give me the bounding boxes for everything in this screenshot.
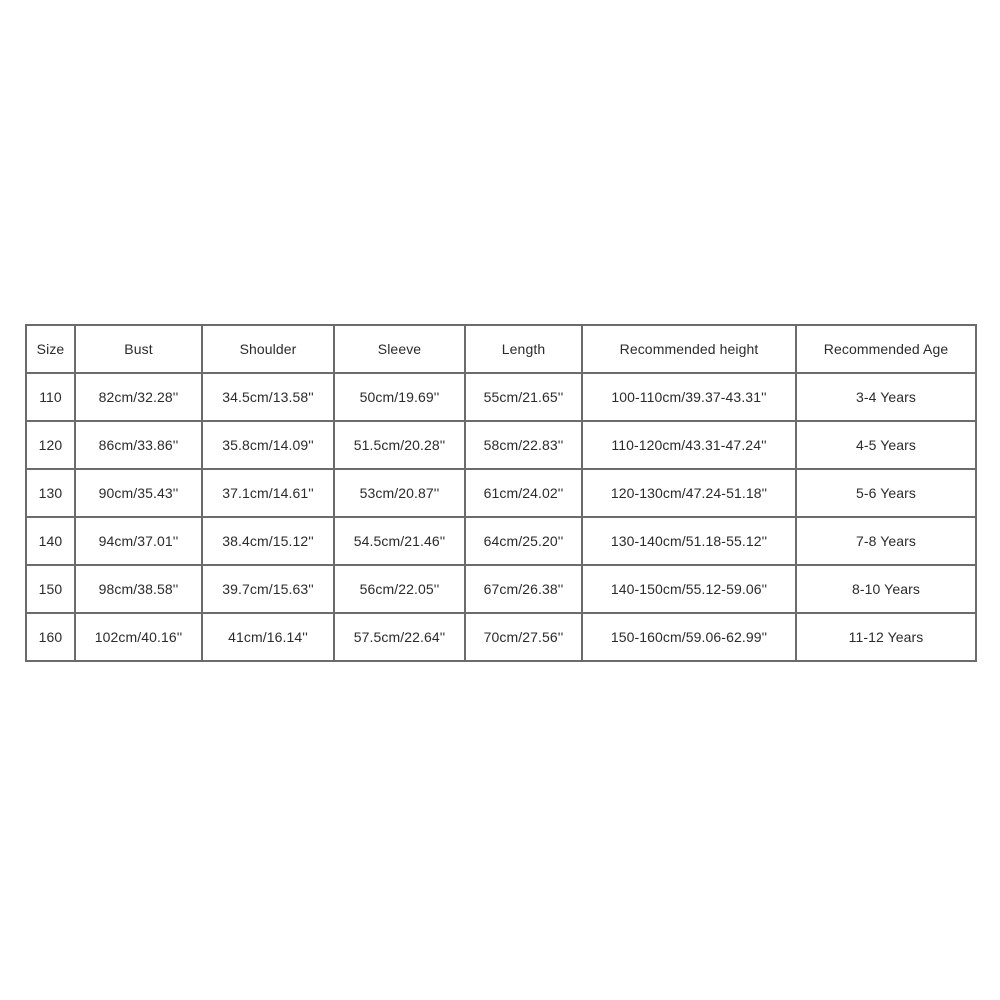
table-row (26, 517, 976, 565)
cell-recommended-height: 140-150cm/55.12-59.06'' (582, 565, 796, 613)
cell-shoulder: 39.7cm/15.63'' (202, 565, 334, 613)
cell-length: 58cm/22.83'' (465, 421, 582, 469)
cell-shoulder: 41cm/16.14'' (202, 613, 334, 661)
cell-bust: 90cm/35.43'' (75, 469, 202, 517)
cell-sleeve: 54.5cm/21.46'' (334, 517, 465, 565)
header-length: Length (465, 325, 582, 373)
cell-recommended-age: 3-4 Years (796, 373, 976, 421)
cell-size: 150 (26, 565, 75, 613)
header-recommended-height: Recommended height (582, 325, 796, 373)
table-row (26, 373, 976, 421)
cell-recommended-height: 150-160cm/59.06-62.99'' (582, 613, 796, 661)
cell-bust: 86cm/33.86'' (75, 421, 202, 469)
table-row (26, 469, 976, 517)
cell-length: 64cm/25.20'' (465, 517, 582, 565)
cell-sleeve: 53cm/20.87'' (334, 469, 465, 517)
cell-recommended-age: 4-5 Years (796, 421, 976, 469)
header-bust: Bust (75, 325, 202, 373)
cell-size: 110 (26, 373, 75, 421)
cell-length: 70cm/27.56'' (465, 613, 582, 661)
table-row (26, 613, 976, 661)
cell-sleeve: 50cm/19.69'' (334, 373, 465, 421)
header-sleeve: Sleeve (334, 325, 465, 373)
cell-recommended-height: 120-130cm/47.24-51.18'' (582, 469, 796, 517)
cell-size: 140 (26, 517, 75, 565)
header-row (26, 325, 976, 373)
cell-bust: 82cm/32.28'' (75, 373, 202, 421)
cell-length: 55cm/21.65'' (465, 373, 582, 421)
cell-shoulder: 34.5cm/13.58'' (202, 373, 334, 421)
cell-bust: 94cm/37.01'' (75, 517, 202, 565)
cell-size: 160 (26, 613, 75, 661)
cell-shoulder: 37.1cm/14.61'' (202, 469, 334, 517)
cell-length: 67cm/26.38'' (465, 565, 582, 613)
header-recommended-age: Recommended Age (796, 325, 976, 373)
cell-size: 130 (26, 469, 75, 517)
cell-recommended-age: 8-10 Years (796, 565, 976, 613)
size-chart-table (25, 324, 977, 662)
cell-shoulder: 35.8cm/14.09'' (202, 421, 334, 469)
table-row (26, 421, 976, 469)
header-shoulder: Shoulder (202, 325, 334, 373)
cell-bust: 102cm/40.16'' (75, 613, 202, 661)
cell-recommended-height: 100-110cm/39.37-43.31'' (582, 373, 796, 421)
header-size: Size (26, 325, 75, 373)
table-row (26, 565, 976, 613)
cell-size: 120 (26, 421, 75, 469)
cell-sleeve: 56cm/22.05'' (334, 565, 465, 613)
cell-recommended-height: 110-120cm/43.31-47.24'' (582, 421, 796, 469)
cell-length: 61cm/24.02'' (465, 469, 582, 517)
cell-recommended-age: 11-12 Years (796, 613, 976, 661)
cell-recommended-age: 5-6 Years (796, 469, 976, 517)
cell-sleeve: 51.5cm/20.28'' (334, 421, 465, 469)
cell-recommended-age: 7-8 Years (796, 517, 976, 565)
cell-recommended-height: 130-140cm/51.18-55.12'' (582, 517, 796, 565)
cell-sleeve: 57.5cm/22.64'' (334, 613, 465, 661)
cell-bust: 98cm/38.58'' (75, 565, 202, 613)
cell-shoulder: 38.4cm/15.12'' (202, 517, 334, 565)
